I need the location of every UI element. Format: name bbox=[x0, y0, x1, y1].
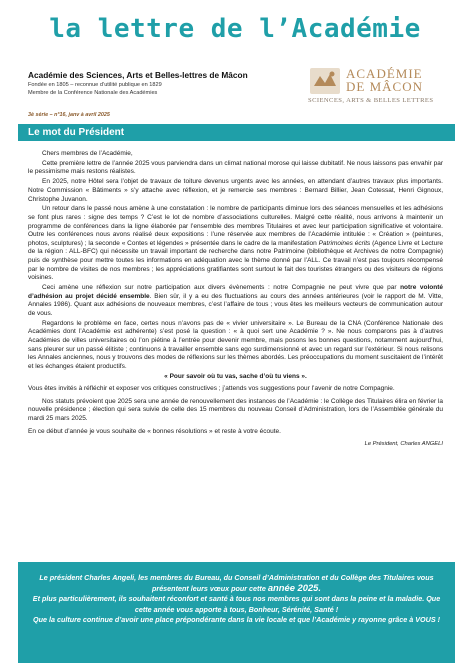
wishes-line-3: Que la culture continue d’avoir une place prépondérante dans la vie locale et que l’Académie y rayonne grâce à VOUS ! bbox=[32, 614, 441, 624]
paragraph: Ceci amène une réflexion sur notre participation aux divers évènements : notre Compagnie ne peut vivre que par notre volonté d’adhésion au projet décidé ensemble. Bien sûr, il y a eu des fluctuations au cours des années antérieures (voir le rapport de M. Vitte, Annales 1986). Quant aux adhésions de nouveaux membres, c’est l’affaire de tous ; vous êtes les meilleurs vecteurs de communication autour de vous. bbox=[28, 284, 443, 317]
logo-text-3: SCIENCES, ARTS & BELLES LETTRES bbox=[308, 97, 434, 104]
founded-line: Fondée en 1805 – reconnue d’utilité publique en 1829 bbox=[28, 82, 162, 88]
paragraph: En ce début d’année je vous souhaite de « bonnes résolutions » et reste à votre écoute. bbox=[28, 427, 281, 435]
member-line: Membre de la Conférence Nationale des Académies bbox=[28, 90, 158, 96]
wishes-line-2: Et plus particulièrement, ils souhaitent réconfort et santé à tous nos membres qui sont dans la peine et la maladie. Que cette année vous apporte à tous, Bonheur, Sérénité, Santé ! bbox=[32, 594, 441, 614]
letter-body bbox=[28, 150, 443, 450]
paragraph: Vous êtes invités à réfléchir et exposer vos critiques constructives ; j’attends vos suggestions pour l’avenir de notre Compagnie. bbox=[28, 385, 395, 393]
org-name: Académie des Sciences, Arts et Belles-lettres de Mâcon bbox=[28, 70, 248, 80]
logo-text-1: ACADÉMIE bbox=[346, 66, 423, 81]
paragraph: Cette première lettre de l’année 2025 vous parviendra dans un climat national morose qui laisse dubitatif. Ne nous laissons pas envahir par le pessimisme mais restons réalistes. bbox=[28, 159, 443, 176]
quote: « Pour savoir où tu vas, sache d’où tu viens ». bbox=[164, 372, 307, 380]
paragraph: Nos statuts prévoient que 2025 sera une année de renouvellement des instances de l’Académie : le Collège des Titulaires élira en février la nouvelle présidence ; élection qui sera suivie de celle des 15 membres du nouveau Conseil d’Administration, lors de l’Assemblée générale du mardi 25 mars 2025. bbox=[28, 397, 443, 422]
academie-logo bbox=[308, 64, 458, 110]
paragraph: En 2025, notre Hôtel sera l’objet de travaux de toiture devenus urgents avec les années, en attendant d’autres travaux plus importants. Notre Commission « Bâtiments » s’y attache avec réflexion, et je remercie ses membres : Bernard Billier, Jean Cotessat, Henri Gignoux, Christophe Juvanon. bbox=[28, 178, 443, 203]
signature: Le Président, Charles ANGELI bbox=[364, 441, 443, 448]
wishes-box bbox=[18, 562, 455, 663]
academie-logo-icon bbox=[308, 66, 342, 96]
paragraph: Un retour dans le passé nous amène à une constatation : le nombre de participants diminue lors des séances mensuelles et les adhésions se font plus rares : signe des temps ? C’est le lot de nombre d’associations culturelles. Malgré cette réalité, nous arrivons à maintenir un programme de conférences dans la ligne élaborée par l’ensemble des membres Titulaires et avec leur participation significative et volontaire. Outre les conférences nous avons réalisé deux expositions : l’une réservée aux membres de l’Académie intitulée : « Création » (peintures, photos, sculptures) ; la seconde « Contes et légendes » présentée dans le cadre de la manifestation Patrimoines écrits (Agence Livre et Lecture de la région : ALL-BFC) qui nécessite un travail important de recherche dans notre Patrimoine (bibliothèque et Archives de notre Compagnie) puis de synthèse pour mettre toutes les informations en adéquation avec le thème donné par l’ALL. Ce travail n’est pas toujours récompensé par le nombre de visites de nos membres ; les appréciations gratifiantes sont surtout le fait des touristes étrangers ou des visiteurs de régions voisines. bbox=[28, 205, 444, 282]
wishes-line-1: Le président Charles Angeli, les membres du Bureau, du Conseil d’Administration et du Collège des Titulaires vous présentent leurs vœux pour cette année 2025. bbox=[39, 573, 434, 594]
logo-text-2: DE MÂCON bbox=[346, 79, 423, 94]
greeting: Chers membres de l’Académie, bbox=[42, 150, 133, 157]
section-title: Le mot du Président bbox=[18, 124, 455, 141]
paragraph: Regardons le problème en face, certes nous n’avons pas de « vivier universitaire ». Le Bureau de la CNA (Conférence Nationale des Académies dont l’Académie est adhérente) s’est posé la question : « à quoi sert une Académie ? ». Ne nous comparons pas à d’autres Académies de villes universitaires où l’on piétine à l’entrée pour devenir membre, mais posons les bonnes questions, notamment aujourd’hui, sans pleurer sur un passé élitiste ; continuons à travailler ensemble sans ego surdimensionné et avec un regard sur l’extérieur. Si nous relisons les Annales anciennes, nous y trouvons des modes de réflexions sur les thèmes abordés. Les préoccupations du moment suscitaient de l’intérêt et les échanges étaient productifs. bbox=[28, 319, 443, 370]
issue-line: 3è série – n°16, janv à avril 2025 bbox=[28, 112, 110, 118]
masthead-title: la lettre de l’Académie bbox=[49, 14, 421, 44]
